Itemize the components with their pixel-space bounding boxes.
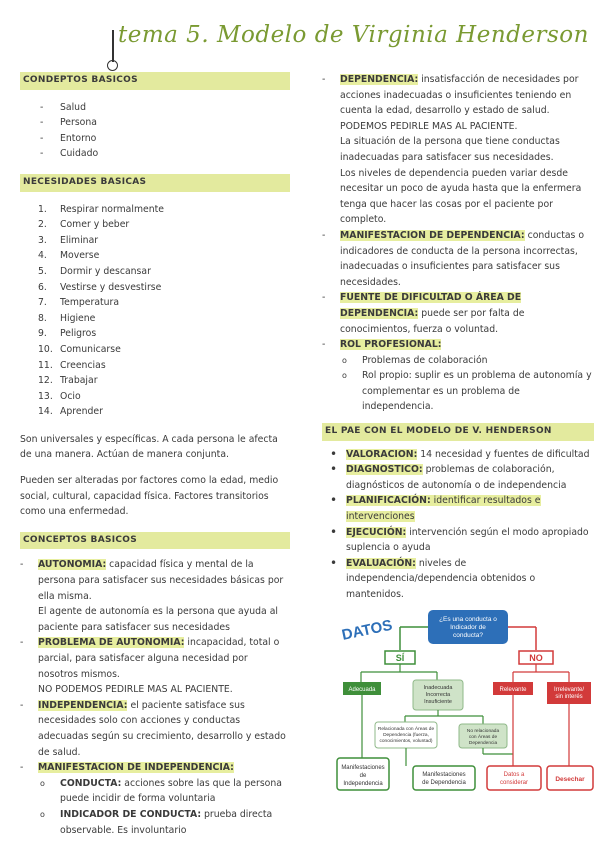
manif-independencia-label: Manifestaciones de Independencia [341,765,385,787]
list-item: • DIAGNOSTICO: problemas de colaboración, diagnósticos de autonomía o de independencia [322,462,594,493]
list-item: • EVALUACIÓN: niveles de independencia/dependencia obtenidos o mantenidos. [322,556,594,603]
list-item: • VALORACION: 14 necesidad y fuentes de dificultad [322,447,594,463]
concept-note: Los niveles de dependencia pueden variar desde necesitar un poco de ayuda hasta que la enfermera tenga que hacer las cosas por el paciente por completo. [340,167,582,226]
basic-concepts-list [20,100,290,162]
concepts-block [20,557,290,838]
relacionada-label: Relacionada con Áreas de Dependencia (fuerza, conocimientos, voluntad) [377,727,435,744]
sub-item: o Rol propio: suplir es un problema de autonomía y complementar es un problema de independencia. [322,368,594,415]
concept-note: NO PODEMOS PEDIRLE MAS AL PACIENTE. [38,684,233,696]
inadecuada-label: Inadecuada Incorrecta Insuficiente [423,685,453,705]
no-label: NO [529,653,543,663]
title-line [112,30,114,62]
needs-list [20,202,290,420]
list-item: 5. Dormir y descansar [38,265,151,277]
list-item: 9. Peligros [38,328,97,340]
paragraph: Son universales y específicas. A cada persona le afecta de una manera. Actúan de manera conjunta. [20,433,278,461]
no-relacionada-label: No relacionada con Áreas de Dependencia [466,729,500,746]
list-item: 2. Comer y beber [38,219,130,231]
concept-note: La situación de la persona que tiene conductas inadecuadas para satisfacer sus necesidades. [340,136,560,163]
irrelevante-box [547,682,591,704]
list-item: - Cuidado [20,146,290,162]
concept-item: - MANIFESTACION DE INDEPENDENCIA: [20,760,290,776]
decision-diagram [333,606,603,798]
question-text: ¿Es una conducta o Indicador de conducta? [439,616,497,639]
manif-dependencia-label: Manifestaciones de Dependencia [422,772,466,786]
sub-item: o INDICADOR DE CONDUCTA: prueba directa observable. Es involuntario [20,807,290,838]
right-column [322,72,594,603]
pae-list [322,447,594,603]
list-item: 13. Ocio [38,390,81,402]
list-item: 10. Comunicarse [38,343,121,355]
relevante-label: Relevante [499,687,527,693]
list-item: 3. Eliminar [38,234,99,246]
sub-item: o CONDUCTA: acciones sobre las que la persona puede incidir de forma voluntaria [20,776,290,807]
section-heading-necesidades: NECESIDADES BASICAS [20,174,290,192]
left-column [20,72,290,838]
concept-item: - ROL PROFESIONAL: [322,337,594,353]
section-heading-conceptos: CONDEPTOS BASICOS [20,72,290,90]
concept-item: - PROBLEMA DE AUTONOMIA: incapacidad, total o parcial, para satisfacer alguna necesidad por nosotros mismos. [20,635,290,682]
concept-item: - AUTONOMIA: capacidad física y mental de la persona para satisfacer sus necesidades básicas por ella misma. [20,557,290,604]
list-item: - Persona [20,115,290,131]
section-heading-conceptos-2: CONCEPTOS BASICOS [20,532,290,550]
list-item: • EJECUCIÓN: intervención según el modo apropiado suplencia o ayuda [322,525,594,556]
concept-item: - INDEPENDENCIA: el paciente satisface sus necesidades solo con acciones y conductas adecuadas según su crecimiento, desarrollo y estado de salud. [20,698,290,760]
manif-dependencia-box [413,766,475,790]
list-item: • PLANIFICACIÓN: identificar resultados e intervenciones [322,493,594,524]
list-item: 6. Vestirse y desvestirse [38,281,162,293]
section-heading-pae: EL PAE CON EL MODELO DE V. HENDERSON [322,423,594,441]
diagram-label: DATOS [340,616,394,644]
concept-note: El agente de autonomía es la persona que ayuda al paciente para satisfacer sus necesidades [38,606,278,633]
yes-label: SÍ [395,653,405,663]
paragraph: Pueden ser alteradas por factores como la edad, medio social, cultural, capacidad física. Factores transitorios como una enfermedad. [20,475,279,518]
list-item: 1. Respirar normalmente [38,203,164,215]
concept-item: - DEPENDENCIA: insatisfacción de necesidades por acciones inadecuadas o insuficientes teniendo en cuenta la edad, desarrollo y estado de salud. [322,72,594,119]
list-item: 14. Aprender [38,406,103,418]
page-title: tema 5. Modelo de Virginia Henderson [118,22,589,48]
datos-considerar-label: Datos a considerar [499,772,529,786]
desechar-label: Desechar [555,776,585,783]
datos-considerar-box [487,766,541,790]
concept-item: - FUENTE DE DIFICULTAD O ÁREA DE DEPENDENCIA: puede ser por falta de conocimientos, fuerza o voluntad. [322,290,594,337]
sub-item: o Problemas de colaboración [322,353,594,369]
list-item: 8. Higiene [38,312,96,324]
adecuada-label: Adecuada [348,687,376,693]
list-item: 7. Temperatura [38,297,120,309]
concept-note: PODEMOS PEDIRLE MAS AL PACIENTE. [340,120,518,132]
list-item: 4. Moverse [38,250,100,262]
list-item: - Entorno [20,131,290,147]
concept-item: - MANIFESTACION DE DEPENDENCIA: conductas o indicadores de conducta de la persona incorrectas, inadecuadas o insuficientes para satisfacer sus necesidades. [322,228,594,290]
list-item: - Salud [20,100,290,116]
list-item: 12. Trabajar [38,375,98,387]
list-item: 11. Creencias [38,359,106,371]
irrelevante-label: Irrelevante/ sin interés [553,687,585,700]
title-ring [107,60,118,71]
